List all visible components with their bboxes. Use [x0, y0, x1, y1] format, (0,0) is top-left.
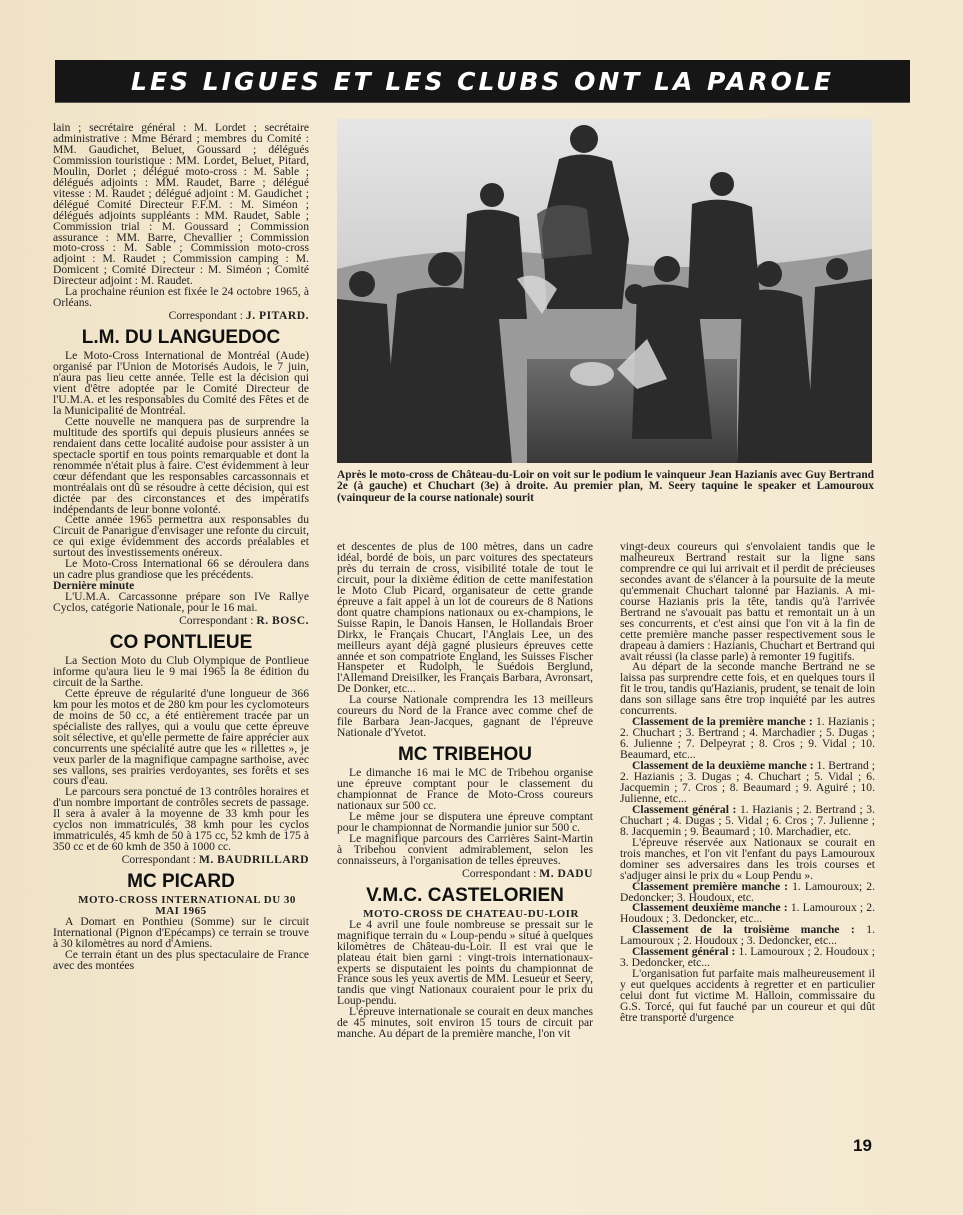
- results-second-heat: Classement de la deuxième manche : 1. Bertrand ; 2. Hazianis ; 3. Dugas ; 4. Chuchart ; 5. Vidal ; 6. Jacquemin ; 7. Cros ; 8. Beaumard ; 9. Aguiré ; 10. Julienne, etc...: [620, 759, 875, 805]
- picard-paragraph: A Domart en Ponthieu (Somme) sur le circuit International (Pignon d'Epécamps) ce terrain se trouve à 30 kilomètres au nord d'Amiens.: [53, 915, 309, 950]
- heading-tribehou: MC TRIBEHOU: [397, 744, 533, 766]
- committee-list: lain ; secrétaire général : M. Lordet ; secrétaire administrative : Mme Bérard ; membres du Comité : MM. Gaudichet, Beluet, Goussard ; délégués Commission touristique : MM. Lordet, Beluet, Pitard, Moulin, Dorlet ; délégué moto-cross : M. Sable ; délégués adjoints : MM. Raudet, Barre ; délégué vitesse : M. Raudet ; délégué adjoint : M. Gaudichet ; délégué Comité Directeur F.F.M. : M. Siméon ; délégués adjoints suppléants : MM. Raudet, Sable ; Commission trial : M. Goussard ; Commission assurance : MM. Barre, Chevallier ; Commission moto-cross : M. Sable ; Commission moto-cross adjoint : M. Raudet ; Commission camping : M. Domicent ; Comité Directeur : M. Siméon ; Comité Directeur adjoint : M. Raudet.: [53, 121, 309, 288]
- picard-subtitle: MOTO-CROSS INTERNATIONAL DU 30 MAI 1965: [78, 894, 296, 918]
- languedoc-paragraph: Le Moto-Cross International 66 se déroulera dans un cadre plus grandiose que les précédents.: [53, 557, 309, 582]
- next-meeting: La prochaine réunion est fixée le 24 octobre 1965, à Orléans.: [53, 285, 309, 310]
- banner-title: LES LIGUES ET LES CLUBS ONT LA PAROLE: [131, 66, 834, 96]
- vmc-subtitle: MOTO-CROSS DE CHATEAU-DU-LOIR: [363, 907, 579, 920]
- heading-picard: MC PICARD: [127, 871, 235, 893]
- photo-caption: Après le moto-cross de Château-du-Loir on voit sur le podium le vainqueur Jean Hazianis avec Guy Bertrand 2e (à gauche) et Chuchart (3e) à droite. Au premier plan, M. Seery taquine le speaker et Lamouroux (vainqueur de la course nationale) sourit: [337, 469, 874, 504]
- heading-vmc-castelorien: V.M.C. CASTELORIEN: [366, 884, 564, 906]
- picard-continued: et descentes de plus de 100 mètres, dans un cadre idéal, bordé de bois, un parc voitures des spectateurs près du terrain de cross, visibilité totale de tout le circuit, pour la dixième édition de cette manifestation le Moto Club Picard, organisateur de cette grande épreuve a fait appel à un lot de coureurs de 8 Nations dont quatre champions nationaux ou ex-champions, le Suisse Rapin, le Danois Hansen, le Hollandais Broer Dirkx, le Français Chucart, l'Anglais Lee, un des meilleurs ayant déjà gagné plusieurs épreuves cette année et son compatriote England, les Suisses Fischer Hanspeter et Rudolph, le Suédois Berglund, l'Allemand Dreisilker, les Français Barbara, Avronsart, De Donker, etc...: [337, 540, 593, 696]
- tribehou-paragraph: Le dimanche 16 mai le MC de Tribehou organise une épreuve comptant pour le classement du championnat de France de Moto-Cross coureurs nationaux sur 500 cc.: [337, 766, 593, 813]
- national-report: L'épreuve réservée aux Nationaux se courait en trois manches, et l'on vit l'enfant du pays Lamouroux dominer ses adversaires dans les trois courses et s'adjuger ainsi le prix du « Loup Pendu ».: [620, 835, 875, 882]
- correspondent-baudrillard: Correspondant : M. BAUDRILLARD: [121, 853, 309, 867]
- vmc-paragraph: Le 4 avril une foule nombreuse se pressait sur le magnifique terrain du « Loup-pendu » situé à quelques kilomètres de Château-du-Loir. Il est vrai que le plateau était bien garni : vingt-trois internationaux-experts se disputaient les points du championnat de France sous les yeux avertis de MM. Lesueur et Seery, tandis que vingt Nationaux couraient pour le prix du Loup-pendu.: [337, 917, 593, 1008]
- column-3: [620, 542, 875, 1024]
- race-report: Au départ de la seconde manche Bertrand ne se laissa pas surprendre cette fois, et en quelques tours il fit le trou, tandis qu'Hazianis, prudent, se tenait de loin dans son sillage sans être trop inquiété par les autres concurrents.: [620, 660, 875, 718]
- last-minute-text: L'U.M.A. Carcassonne prépare son IVe Rallye Cyclos, catégorie Nationale, pour le 16 mai.: [53, 590, 309, 615]
- vmc-paragraph: L'épreuve internationale se courait en deux manches de 45 minutes, soit environ 15 tours de circuit par manche. Au départ de la première manche, l'on vit: [337, 1005, 593, 1041]
- pontlieue-paragraph: La Section Moto du Club Olympique de Pontlieue informe qu'aura lieu le 9 mai 1965 la 8e édition du circuit de la Sarthe.: [53, 653, 309, 689]
- correspondent-pitard: Correspondant : J. PITARD.: [168, 309, 309, 323]
- pontlieue-paragraph: Le parcours sera ponctué de 13 contrôles horaires et d'un nombre important de contrôles secrets de passage. Il sera à avaler à la moyenne de 33 kmh pour les cyclos non immatriculés, 38 kmh pour les cyclos immatriculés, 45 kmh de 50 à 175 cc, 52 kmh de 175 à 350 cc et de 60 kmh de 350 à 1000 cc.: [53, 785, 309, 854]
- podium-photo: [337, 119, 872, 463]
- pontlieue-paragraph: Cette épreuve de régularité d'une longueur de 366 km pour les motos et de 280 km pour les cyclomoteurs de moins de 50 cc, a été entièrement tracée par un spécialiste des rallyes, qui a voulu que cette épreuve soit sélective, et qu'elle permette de faire apprécier aux concurrents une spécialité autre que les « rillettes », je veux parler de la magnifique campagne sarthoise, avec ses vallons, ses prairies verdoyantes, ses forêts et ses cours d'eau.: [53, 686, 309, 788]
- correspondent-dadu: Correspondant : M. DADU: [461, 866, 593, 880]
- tribehou-paragraph: Le même jour se disputera une épreuve comptant pour le championnat de Normandie junior sur 500 c.: [337, 809, 593, 834]
- picard-national: La course Nationale comprendra les 13 meilleurs coureurs du Nord de la France avec comme chef de file Barbara Jean-Jacques, gagnant de l'épreuve Nationale d'Yvetot.: [337, 693, 593, 740]
- languedoc-paragraph: Cette nouvelle ne manquera pas de surprendre la multitude des sportifs qui depuis plusieurs années se rendaient dans cette localité audoise pour assister à un spectacle sportif en tous points remarquable et dont la renommée n'était plus à faire. C'est évidemment à leur cœur défendant que les responsables carcassonnais et montréalais ont dû se résoudre à cette décision, qui est dictée par des circonstances et des impératifs indépendants de leur bonne volonté.: [53, 414, 309, 516]
- column-2: [337, 542, 593, 1040]
- page-number: 19: [853, 1136, 872, 1155]
- national-general: Classement général : 1. Lamouroux ; 2. Houdoux ; 3. Dedoncker, etc...: [620, 945, 875, 970]
- picard-paragraph: Ce terrain étant un des plus spectaculaire de France avec des montées: [53, 947, 309, 972]
- languedoc-paragraph: Le Moto-Cross International de Montréal (Aude) organisé par l'Union de Motorisés Audois, le 7 juin, n'aura pas lieu cette année. Telle est la décision qui vient d'être adoptée par le Comité Directeur de l'U.M.A. et les responsables du Comité des Fêtes et de la Municipalité de Montréal.: [53, 349, 309, 417]
- national-third-heat: Classement de la troisième manche : 1. Lamouroux ; 2. Houdoux ; 3. Dedoncker, etc...: [620, 923, 875, 948]
- tribehou-paragraph: Le magnifique parcours des Carrières Saint-Martin à Tribehou convient admirablement, selon les connaisseurs, à l'organisation de telles épreuves.: [337, 831, 593, 867]
- heading-languedoc: L.M. DU LANGUEDOC: [81, 327, 281, 349]
- section-banner: [55, 60, 910, 102]
- column-1: [53, 123, 309, 972]
- heading-pontlieue: CO PONTLIEUE: [109, 631, 253, 653]
- organisation-report: L'organisation fut parfaite mais malheureusement il y eut quelques accidents à regretter et en particulier celui dont fut victime M. Halloin, commissaire du G.S. Torcé, qui fut fauché par un coureur et qui dût être transporté d'urgence: [620, 967, 875, 1024]
- results-general: Classement général : 1. Hazianis ; 2. Bertrand ; 3. Chuchart ; 4. Dugas ; 5. Vidal ; 6. Cros ; 7. Julienne ; 8. Jacquemin ; 9. Beaumard ; 10. Marchadier, etc.: [620, 802, 876, 838]
- national-first-heat: Classement première manche : 1. Lamouroux; 2. Dedoncker; 3. Houdoux, etc.: [620, 879, 875, 904]
- last-minute-label: Dernière minute: [53, 579, 135, 593]
- results-first-heat: Classement de la première manche : 1. Hazianis ; 2. Chuchart ; 3. Bertrand ; 4. Marchadier ; 5. Dugas ; 6. Julienne ; 7. Delpeyrat ; 8. Cros ; 9. Vidal ; 10. Beaumard, etc...: [620, 715, 875, 762]
- national-second-heat: Classement deuxième manche : 1. Lamouroux ; 2. Houdoux ; 3. Dedoncker, etc...: [620, 901, 875, 926]
- race-report: vingt-deux coureurs qui s'envolaient tandis que le malheureux Bertrand restait sur la ligne sans comprendre ce qui lui arrivait et il perdit de précieuses secondes avant de s'élancer à la poursuite de la meute qu'emmenait Chuchart talonné par Hazianis. A mi-course Hazianis pris la tête, tandis qu'à l'arrivée Bertrand ne s'avouait pas battu et remontait un à un ses concurrents, et c'est ainsi que l'on vit à la fin de cette première manche passer respectivement sous le drapeau à damiers : Hazianis, Chuchart et Bertrand qui avait réussi (la classe parle) à remonter 19 fugitifs.: [620, 540, 875, 663]
- correspondent-bosc: Correspondant : R. BOSC.: [179, 614, 309, 628]
- languedoc-paragraph: Cette année 1965 permettra aux responsables du Circuit de Panarigue d'envisager une refonte du circuit, ce qui exige évidemment des accords préalables et surtout des investissements onéreux.: [53, 513, 309, 560]
